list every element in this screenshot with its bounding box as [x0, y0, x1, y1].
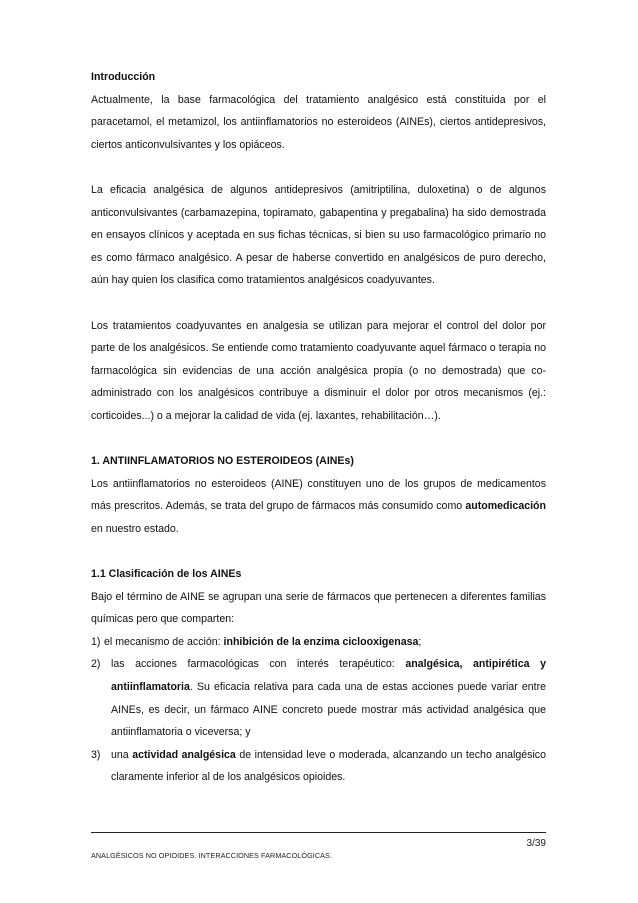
list-number: 2): [91, 658, 101, 671]
paragraph-3: Los tratamientos coadyuvantes en analgesia se utilizan para mejorar el control del dolor por parte de los analgésicos. Se entiende como tratamiento coadyuvante aquel fármaco o terapia no farmacológica sin evidencias de una acción analgésica propia (o no demostrada) que co-administrado con los analgésicos contribuye a disminuir el dolor por otros mecanismos (ej.: corticoides...) o a mejorar la calidad de vida (ej. laxantes, rehabilitación…).: [91, 319, 546, 422]
list-item-3: [91, 744, 546, 789]
list-item-1-tail: ;: [418, 635, 422, 648]
paragraph-4-tail: en nuestro estado.: [91, 522, 179, 535]
list-item-3-tail: de intensidad leve o moderada, alcanzando un techo analgésico claramente inferior al de los analgésicos opioides.: [111, 748, 546, 784]
list-item-2-tail: . Su eficacia relativa para cada una de estas acciones puede variar entre AINEs, es decir, un fármaco AINE concreto puede mostrar más actividad analgésica que antiinflamatoria o viceversa; y: [111, 681, 546, 739]
paragraph-5: Bajo el término de AINE se agrupan una serie de fármacos que pertenecen a diferentes familias químicas pero que comparten:: [91, 590, 546, 626]
paragraph-1: Actualmente, la base farmacológica del tratamiento analgésico está constituida por el paracetamol, el metamizol, los antiinflamatorios no esteroideos (AINEs), ciertos antidepresivos, ciertos anticonvulsivantes y los opiáceos.: [91, 93, 546, 151]
intro-heading: Introducción: [91, 71, 156, 83]
list-item-1-bold: inhibición de la enzima ciclooxigenasa: [223, 635, 419, 648]
page-content: [91, 66, 546, 789]
list-number: 3): [91, 748, 101, 761]
paragraph-4-text: Los antiinflamatorios no esteroideos (AINE) constituyen uno de los grupos de medicamentos más prescritos. Además, se trata del grupo de fármacos más consumido como: [91, 477, 546, 513]
list-item-text: [111, 653, 546, 743]
automedicacion-term: automedicación: [465, 500, 546, 513]
paragraph-gap: [91, 428, 546, 451]
list-item-1-text: el mecanismo de acción:: [104, 635, 224, 648]
list-item-text: [104, 631, 546, 654]
list-item-2-bold: analgésica, antipirética y antiinflamatoria: [111, 658, 547, 694]
list-item-text: [111, 744, 546, 789]
list-item-1: [91, 631, 546, 654]
footer-title: ANALGÉSICOS NO OPIOIDES. INTERACCIONES FARMACOLÓGICAS.: [91, 851, 333, 860]
list-item-2-text: las acciones farmacológicas con interés terapéutico:: [111, 658, 406, 671]
list-item-3-bold: actividad analgésica: [132, 748, 236, 761]
footer-divider: [91, 832, 546, 833]
paragraph-gap: [91, 292, 546, 315]
section-1-heading: 1. ANTIINFLAMATORIOS NO ESTEROIDEOS (AINEs): [91, 455, 354, 468]
section-1-1-heading: 1.1 Clasificación de los AINEs: [91, 568, 242, 581]
page-number: 3/39: [526, 838, 546, 849]
paragraph-gap: [91, 540, 546, 563]
list-item-3-text: una: [111, 748, 133, 761]
list-number: 1): [91, 635, 101, 648]
paragraph-2: La eficacia analgésica de algunos antidepresivos (amitriptilina, duloxetina) o de algunos anticonvulsivantes (carbamazepina, topiramato, gabapentina y pregabalina) ha sido demostrada en ensayos clínicos y aceptada en sus fichas técnicas, si bien su uso farmacológico primario no es como fármaco analgésico. A pesar de haberse convertido en analgésicos de puro derecho, aún hay quien los clasifica como tratamientos analgésicos coadyuvantes.: [91, 183, 546, 287]
paragraph-4: [91, 473, 546, 541]
list-item-2: [91, 653, 546, 743]
paragraph-gap: [91, 156, 546, 179]
